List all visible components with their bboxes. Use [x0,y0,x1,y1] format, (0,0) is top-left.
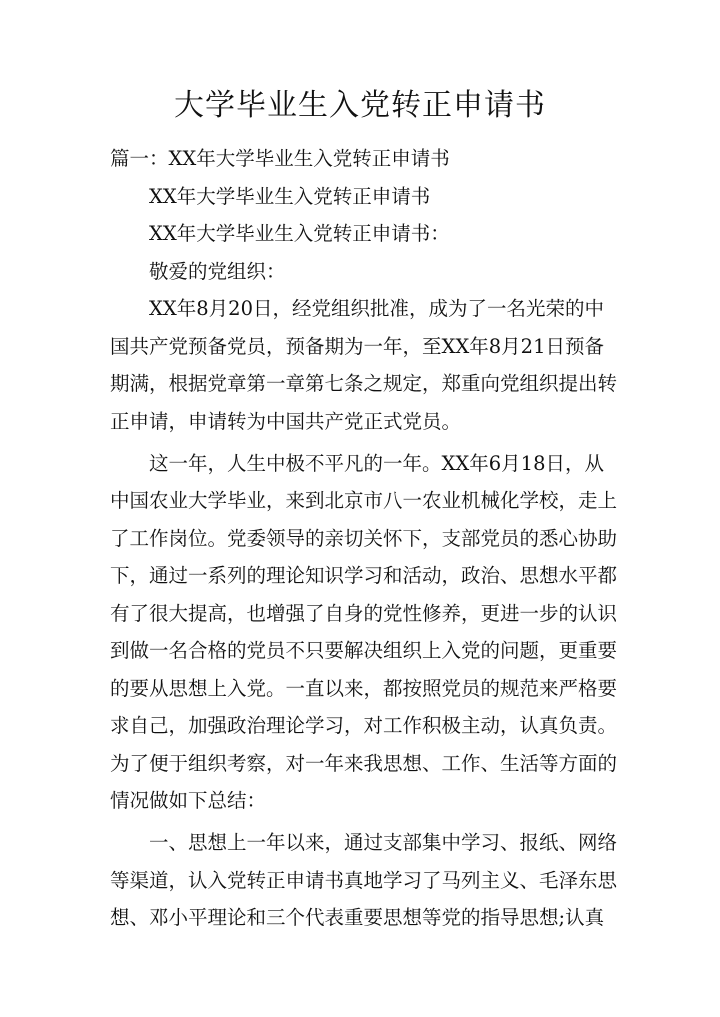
paragraph-line: XX年8月20日，经党组织批准，成为了一名光荣的中 [149,297,604,320]
salutation: 敬爱的党组织： [149,259,286,283]
paragraph-line: 想、邓小平理论和三个代表重要思想等党的指导思想;认真 [110,906,605,929]
document-title: 大学毕业生入党转正申请书 [174,88,546,123]
paragraph-line: 为了便于组织考察，对一年来我思想、工作、生活等方面的 [110,751,618,775]
paragraph-line: 到做一名合格的党员不只要解决组织上入党的问题，更重要 [110,639,618,662]
document-body [110,140,618,937]
paragraph-line: 一、思想上一年以来，通过支部集中学习、报纸、网络 [149,831,618,854]
paragraph-line: 了工作岗位。党委领导的亲切关怀下，支部党员的悉心协助 [110,526,618,550]
letter-heading: XX年大学毕业生入党转正申请书： [149,222,450,245]
paragraph-line: 正申请，申请转为中国共产党正式党员。 [110,409,462,433]
paragraph-line: 的要从思想上入党。一直以来，都按照党员的规范来严格要 [110,676,618,700]
paragraph-line: 中国农业大学毕业，来到北京市八一农业机械化学校，走上 [110,489,618,512]
paragraph-line: 情况做如下总结： [110,789,267,812]
paragraph-line: 有了很大提高，也增强了自身的党性修养，更进一步的认识 [110,601,618,625]
paragraph-line: 期满，根据党章第一章第七条之规定，郑重向党组织提出转 [110,372,618,395]
paragraph-line: 下，通过一系列的理论知识学习和活动，政治、思想水平都 [110,564,618,587]
paragraph-line: 等渠道，认入党转正申请书真地学习了马列主义、毛泽东思 [110,868,618,892]
paragraph-line: 这一年，人生中极不平凡的一年。XX年6月18日，从 [149,451,604,475]
section-heading: 篇一：XX年大学毕业生入党转正申请书 [110,147,450,170]
subtitle-line: XX年大学毕业生入党转正申请书 [149,184,431,208]
paragraph-line: 求自己，加强政治理论学习，对工作积极主动，认真负责。 [110,714,618,737]
paragraph-line: 国共产党预备党员，预备期为一年，至XX年8月21日预备 [110,334,604,358]
